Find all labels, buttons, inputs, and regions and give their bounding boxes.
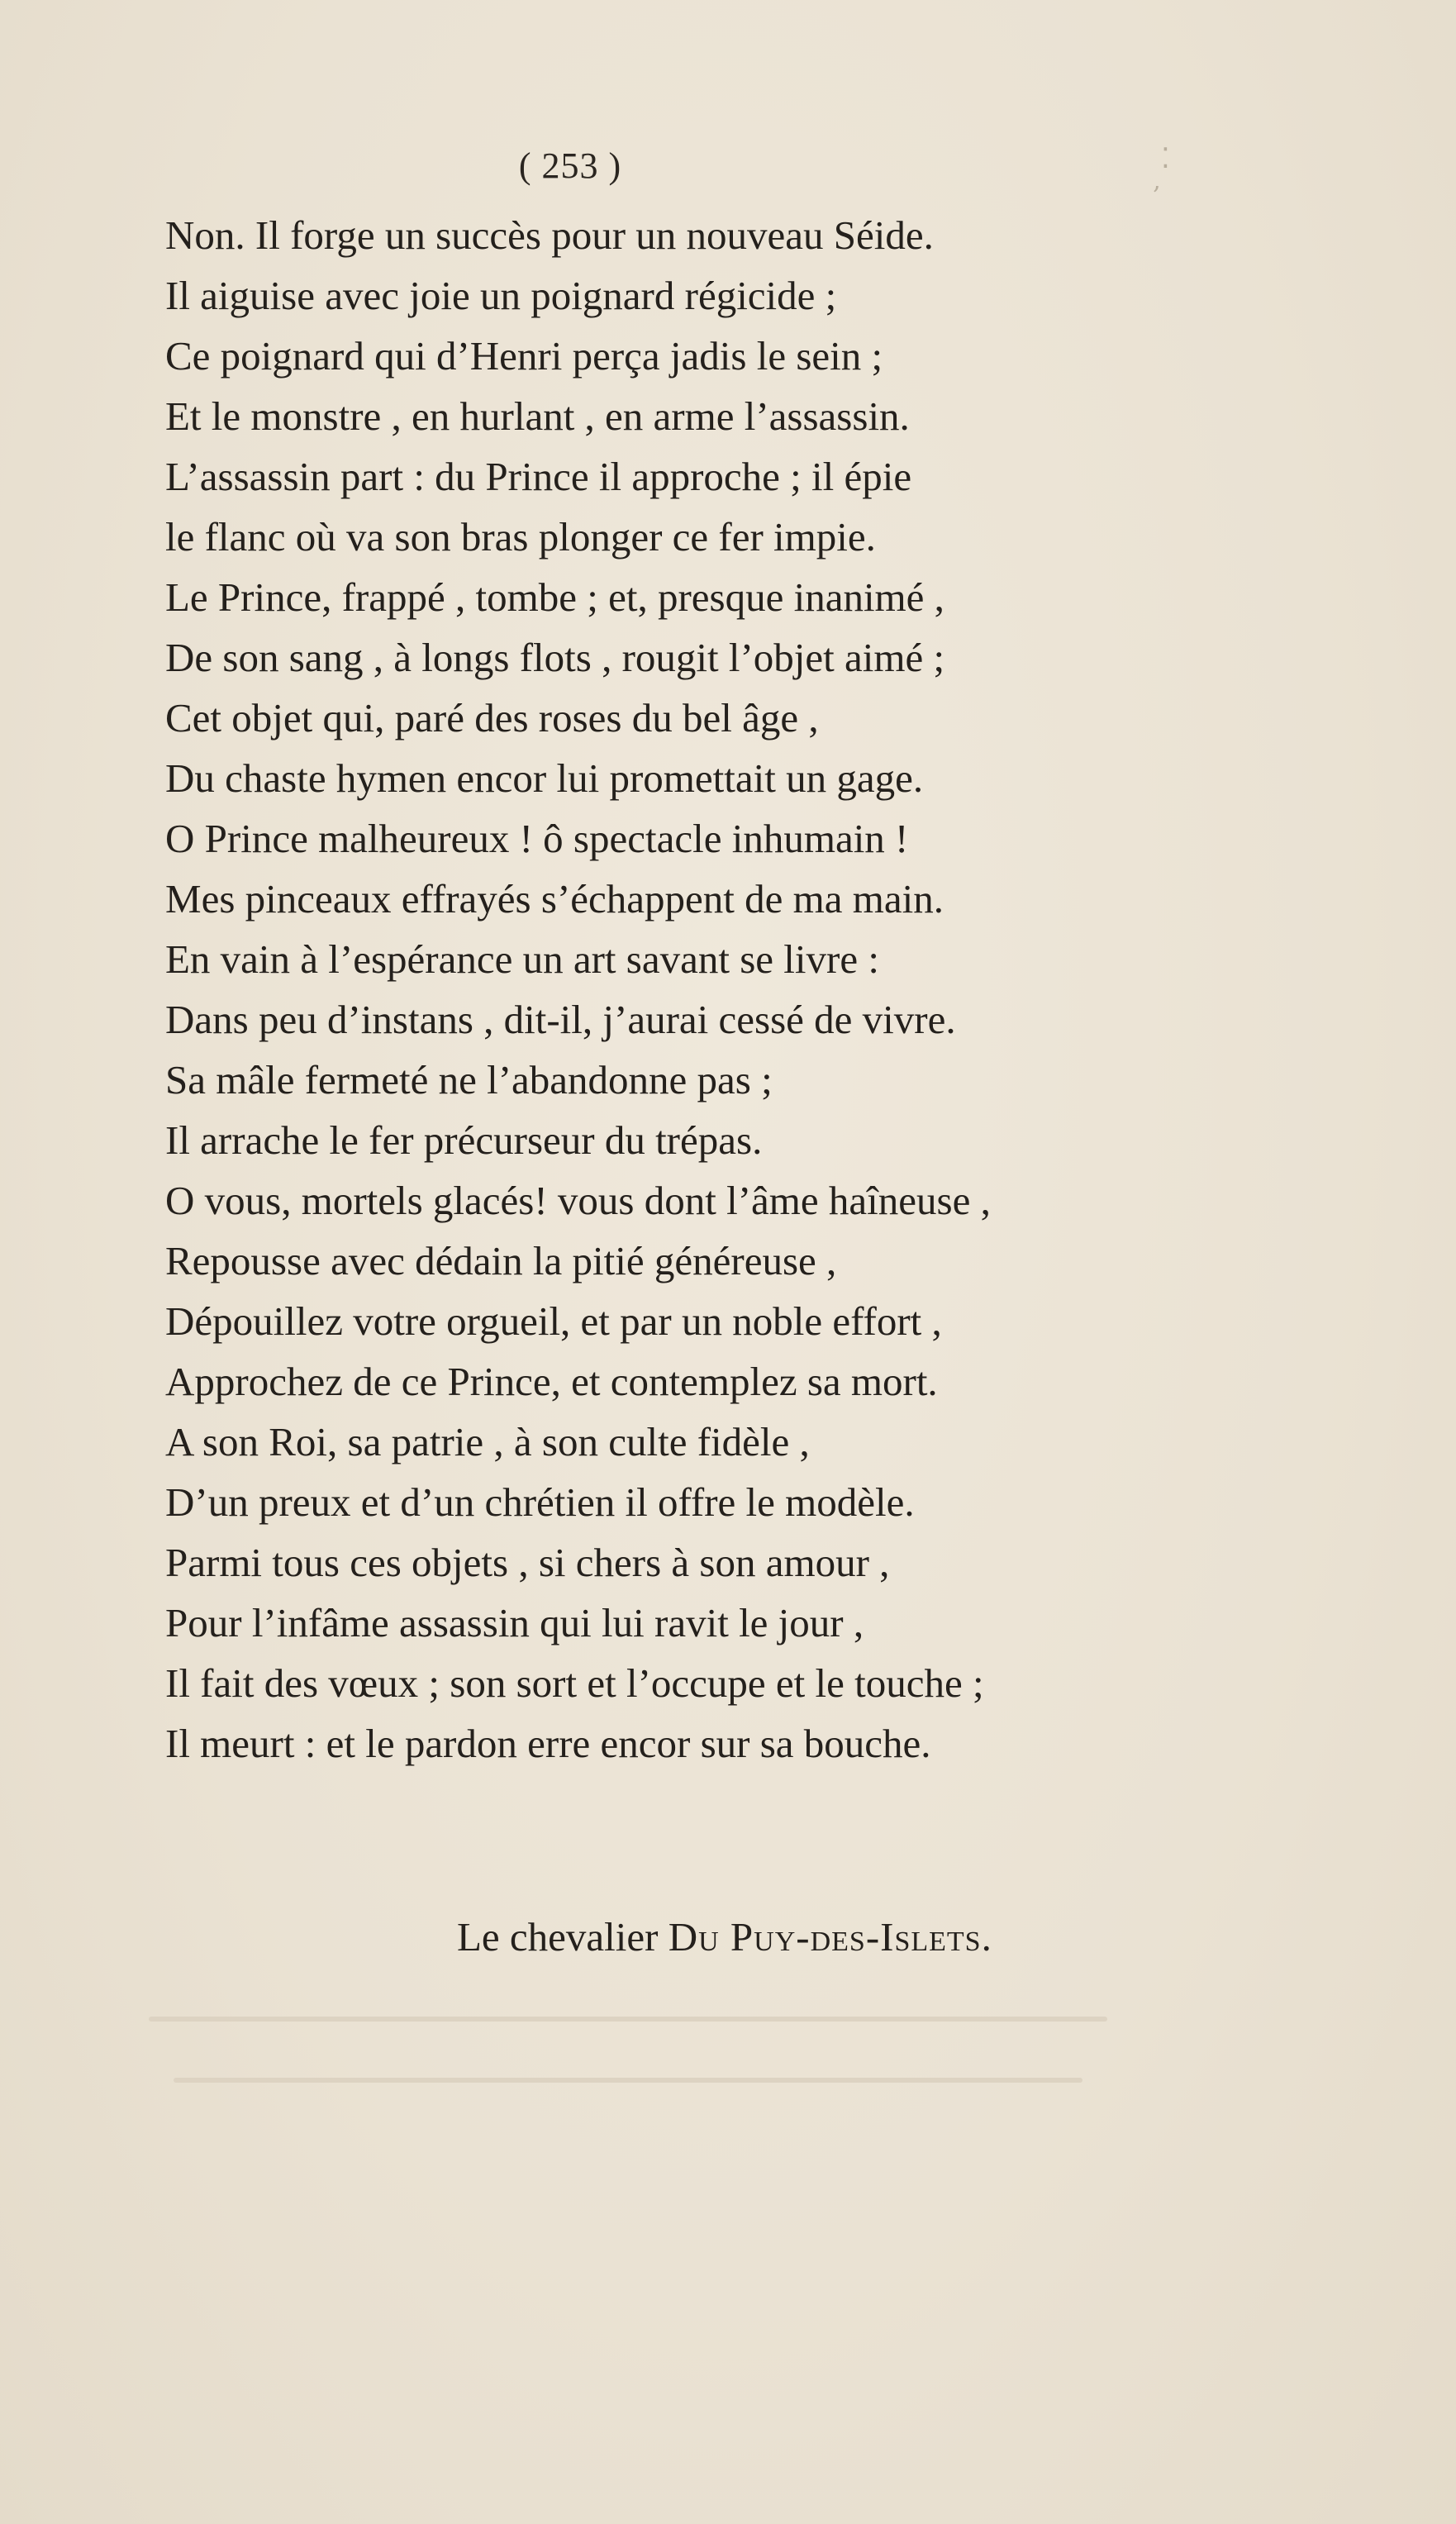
poem-line: Dans peu d’instans , dit-il, j’aurai cessé de vivre. — [165, 997, 956, 1042]
poem-line: Il arrache le fer précurseur du trépas. — [165, 1117, 763, 1163]
poem-line: O vous, mortels glacés! vous dont l’âme haîneuse , — [165, 1178, 991, 1223]
margin-mark: ⁚ — [1161, 144, 1170, 174]
poem-line: En vain à l’espérance un art savant se livre : — [165, 936, 879, 982]
signature-prefix: Le chevalier — [457, 1914, 669, 1960]
poem-line: A son Roi, sa patrie , à son culte fidèle , — [165, 1419, 810, 1464]
poem-line: Parmi tous ces objets , si chers à son amour , — [165, 1540, 890, 1585]
poem-line: L’assassin part : du Prince il approche ; il épie — [165, 454, 912, 499]
poem-line: Du chaste hymen encor lui promettait un gage. — [165, 755, 924, 801]
poem-line: Pour l’infâme assassin qui lui ravit le jour , — [165, 1600, 864, 1645]
poem-line: Cet objet qui, paré des roses du bel âge , — [165, 695, 819, 741]
show-through-decoration — [149, 2017, 1107, 2083]
poem-line: Approchez de ce Prince, et contemplez sa mort. — [165, 1359, 938, 1404]
poem-line: Il fait des vœux ; son sort et l’occupe et le touche ; — [165, 1660, 984, 1706]
margin-mark: ՚ — [1153, 183, 1159, 210]
show-through-rule — [149, 2017, 1107, 2022]
poem-line: Dépouillez votre orgueil, et par un noble effort , — [165, 1298, 942, 1344]
poem-line: O Prince malheureux ! ô spectacle inhumain ! — [165, 816, 909, 861]
poem-line: Mes pinceaux effrayés s’échappent de ma main. — [165, 876, 944, 921]
poem-line: Et le monstre , en hurlant , en arme l’assassin. — [165, 393, 910, 439]
poem-line: Il meurt : et le pardon erre encor sur sa bouche. — [165, 1721, 931, 1766]
poem-line: De son sang , à longs flots , rougit l’objet aimé ; — [165, 635, 945, 680]
poem-line: le flanc où va son bras plonger ce fer impie. — [165, 514, 876, 560]
poem-line: Repousse avec dédain la pitié généreuse , — [165, 1238, 837, 1283]
show-through-rule — [174, 2078, 1082, 2083]
poem-line: Non. Il forge un succès pour un nouveau Séide. — [165, 212, 934, 258]
author-name: Du Puy-des-Islets. — [668, 1914, 992, 1960]
poem-line: Sa mâle fermeté ne l’abandonne pas ; — [165, 1057, 773, 1102]
page-number: ( 253 ) — [518, 145, 622, 186]
poem-line: Le Prince, frappé , tombe ; et, presque inanimé , — [165, 574, 944, 620]
author-signature — [457, 1913, 992, 1960]
poem-line: D’un preux et d’un chrétien il offre le modèle. — [165, 1479, 915, 1525]
poem-line: Ce poignard qui d’Henri perça jadis le sein ; — [165, 333, 883, 379]
poem-line: Il aiguise avec joie un poignard régicide ; — [165, 273, 837, 318]
